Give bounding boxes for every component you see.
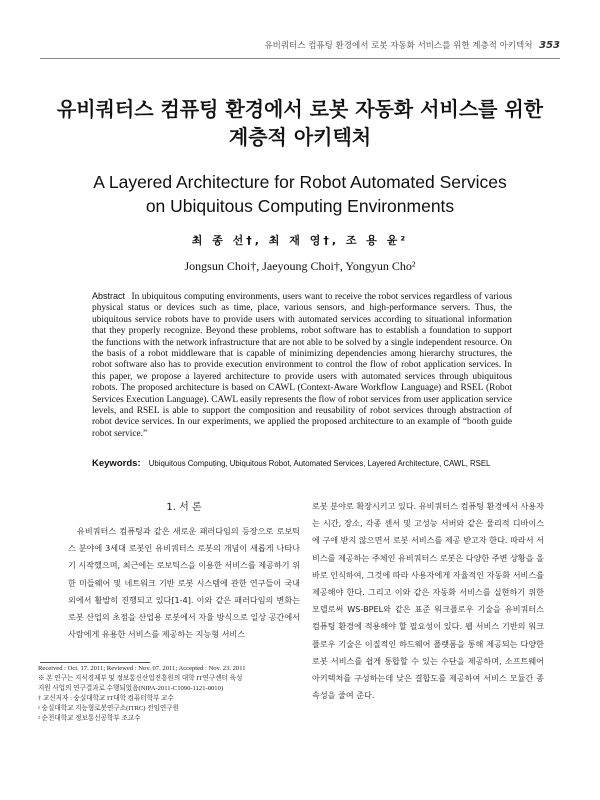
right-column (312, 490, 544, 704)
intro-paragraph-right: 로봇 분야로 확장시키고 있다. 유비쿼터스 컴퓨팅 환경에서 사용자는 시간, 장소, 각종 센서 및 고성능 서버와 같은 물리적 디바이스에 구애 받지 않으면서 로봇 서비스를 제공 받고자 한다. 따라서 서비스를 제공하는 주체인 유비쿼터스 로봇은 다양한 주변 상황을 올바로 인식하여, 그것에 따라 사용자에게 자율적인 자동화 서비스를 제공해야 한다. 그리고 이와 같은 자동화 서비스를 실현하기 위한 모델로써 WS-BPEL와 같은 표준 워크플로우 기술을 유비쿼터스 컴퓨팅 환경에 적용해야 할 필요성이 있다. 웹 서비스 기반의 워크플로우 기술은 이질적인 하드웨어 플랫폼을 통해 제공되는 다양한 로봇 서비스를 쉽게 통합할 수 있는 수단을 제공하며, 소프트웨어 아키텍처를 구성하는데 낮은 결합도를 제공하여 서비스 모듈간 종속성을 줄여 준다. (312, 501, 544, 701)
english-title-line-1: A Layered Architecture for Robot Automated Services (93, 172, 507, 192)
korean-title-line-2: 계층적 아키텍처 (228, 125, 372, 149)
keywords-label: Keywords: (92, 458, 141, 469)
footnote-affiliation-1: ¹ 숭실대학교 지능형로봇연구소(ITRC) 전임연구원 (38, 705, 179, 712)
abstract (92, 291, 512, 440)
abstract-text: In ubiquitous computing environments, users want to receive the robot services regardless of various physical status or devices such as time, place, various sensors, and high-performance servers. Thus, the ubiquitous service robots have to provide users with automated services according to situational information that they properly recognize. Beyond these problems, robot software has to establish a foundation to support the functions with the network infrastructure that are not able to be solved by a single independent resource. On the basis of a robot middleware that is capable of minimizing dependencies among hierarchy structures, the robot software also has to provide execution environment to control the flow of robot application services. In this paper, we propose a layered architecture to provide users with automated services through ubiquitous robots. The proposed architecture is based on CAWL (Context-Aware Workflow Language) and RSEL (Robot Services Execution Language). CAWL easily represents the flow of robot services from user application service levels, and RSEL is able to support the composition and reusability of robot services through abstraction of robot device services. In our experiments, we applied the proposed architecture to an example of “booth guide robot service.” (92, 292, 513, 439)
korean-title (40, 95, 560, 151)
intro-paragraph-left: 유비쿼터스 컴퓨팅과 같은 새로운 패러다임의 등장으로 로보틱스 분야에 3세대 로봇인 유비쿼터스 로봇의 개념이 새롭게 나타나기 시작했으며, 최근에는 로보틱스을 이용한 서비스를 제공하기 위한 미들웨어 및 네트워크 기반 로봇 시스템에 관한 연구들이 국내외에서 활발히 진행되고 있다[1-4]. 이와 같은 패러다임의 변화는 로봇 산업의 초점을 산업용 로봇에서 자율 방식으로 일상 공간에서 사람에게 유용한 서비스를 제공하는 지능형 서비스 (68, 526, 300, 640)
english-authors: Jongsun Choi†, Jaeyoung Choi†, Yongyun Cho² (184, 259, 416, 273)
english-title-line-2: on Ubiquitous Computing Environments (145, 196, 455, 216)
footnote-rule (40, 662, 150, 663)
running-title: 유비쿼터스 컴퓨팅 환경에서 로봇 자동화 서비스를 위한 계층적 아키텍처 (264, 41, 533, 51)
footnote-funding: ※ 본 연구는 지식경제부 및 정보통신산업진흥원의 대학 IT연구센터 육성 (38, 675, 243, 682)
footnote-affiliation-2: ² 순천대학교 정보통신공학부 조교수 (38, 715, 141, 722)
section-heading: 1. 서 론 (166, 502, 202, 513)
footnote-corresponding-author: † 교신저자 : 숭실대학교 IT대학 컴퓨터학부 교수 (38, 695, 174, 702)
footnote-funding-cont: 지원 사업의 연구결과로 수행되었음(NIPA-2011-C1090-1121-0010) (38, 685, 224, 692)
header-rule (40, 58, 560, 59)
keywords-text: Ubiquitous Computing, Ubiquitous Robot, Automated Services, Layered Architecture, CAWL, RSEL (148, 459, 491, 468)
english-title (40, 170, 560, 218)
korean-title-line-1: 유비쿼터스 컴퓨팅 환경에서 로봇 자동화 서비스를 위한 (56, 97, 544, 121)
footnote-received: Received : Oct. 17. 2011; Reviewed : Nov. 07. 2011; Accepted : Nov. 23. 2011 (38, 665, 246, 672)
footnotes (38, 664, 298, 724)
page-number: 353 (539, 40, 560, 51)
running-header (40, 38, 560, 58)
abstract-label: Abstract (92, 291, 126, 301)
keywords (92, 458, 522, 469)
left-column (68, 490, 300, 643)
korean-authors: 최 종 선†, 최 재 영†, 조 용 윤² (191, 234, 409, 247)
